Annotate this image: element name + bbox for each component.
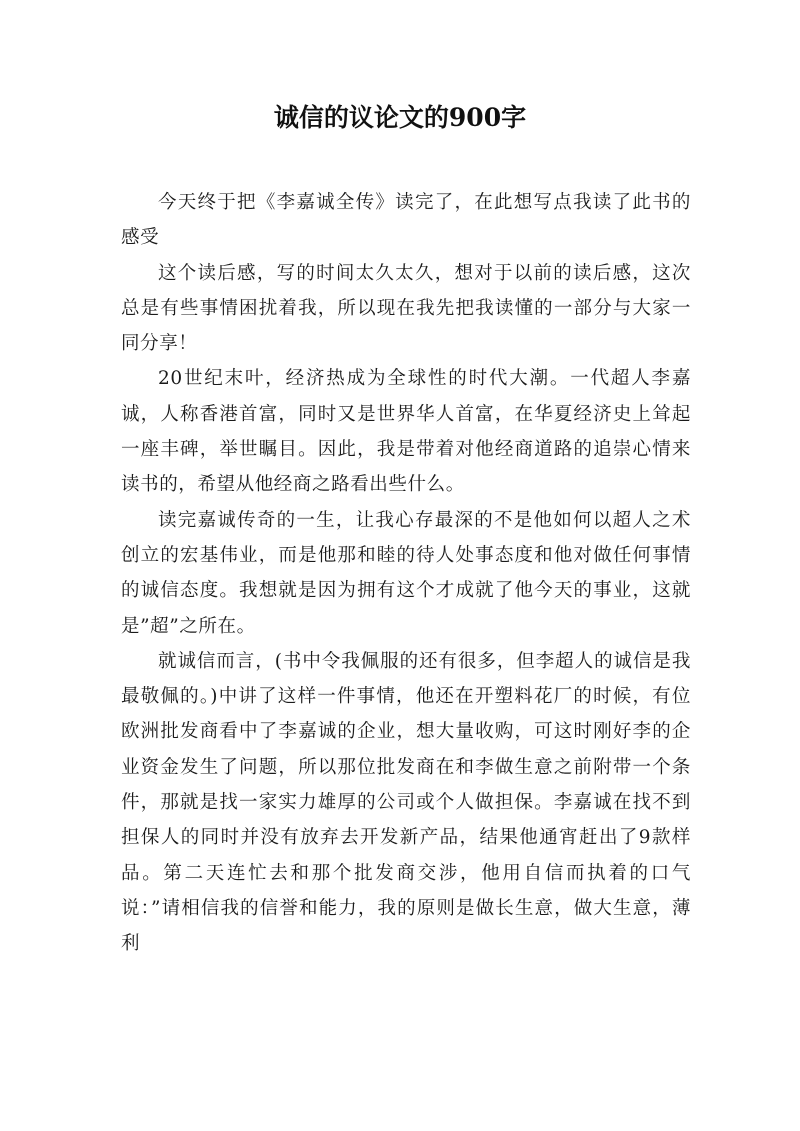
document-body — [121, 185, 691, 962]
paragraph-2: 这个读后感，写的时间太久太久，想对于以前的读后感，这次总是有些事情困扰着我，所以现在我先把我读懂的一部分与大家一同分享！ — [121, 262, 691, 355]
paragraph-3: 20世纪末叶，经济热成为全球性的时代大潮。一代超人李嘉诚，人称香港首富，同时又是世界华人首富，在华夏经济史上耸起一座丰碑，举世瞩目。因此，我是带着对他经商道路的追崇心情来读书的，希望从他经商之路看出些什么。 — [121, 368, 691, 496]
page-title: 诚信的议论文的900字 — [273, 103, 527, 132]
paragraph-1: 今天终于把《李嘉诚全传》读完了，在此想写点我读了此书的感受 — [121, 192, 691, 249]
paragraph-4: 读完嘉诚传奇的一生，让我心存最深的不是他如何以超人之术创立的宏基伟业，而是他那和睦的待人处事态度和他对做任何事情的诚信态度。我想就是因为拥有这个才成就了他今天的事业，这就是”超”之所在。 — [121, 509, 691, 637]
paragraph-5: 就诚信而言，(书中令我佩服的还有很多，但李超人的诚信是我最敬佩的。)中讲了这样一件事情，他还在开塑料花厂的时候，有位欧洲批发商看中了李嘉诚的企业，想大量收购，可这时刚好李的企业资金发生了问题，所以那位批发商在和李做生意之前附带一个条件，那就是找一家实力雄厚的公司或个人做担保。李嘉诚在找不到担保人的同时并没有放弃去开发新产品，结果他通宵赶出了9款样品。第二天连忙去和那个批发商交涉，他用自信而执着的口气说：”请相信我的信誉和能力，我的原则是做长生意，做大生意，薄利 — [121, 650, 691, 955]
